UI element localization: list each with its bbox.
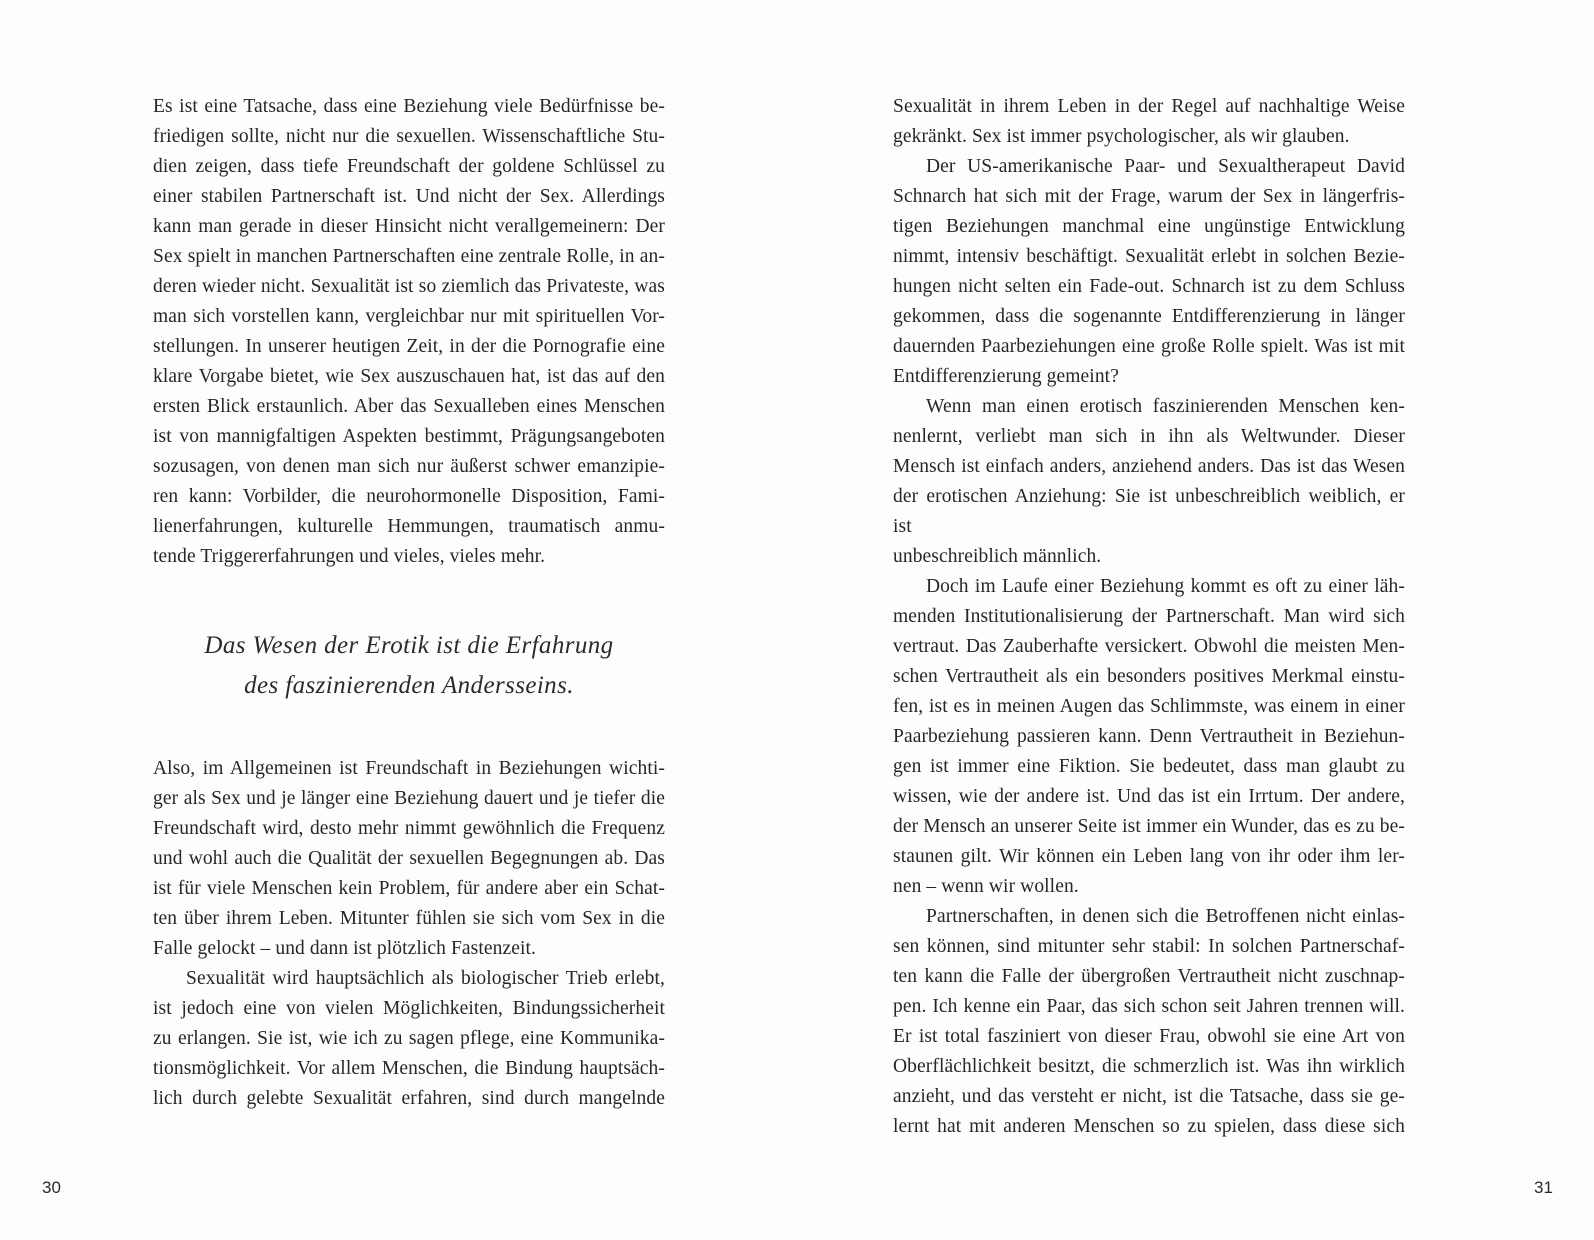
- page-number-left: 30: [42, 1178, 61, 1197]
- pull-quote: [153, 626, 665, 706]
- text-line: fen, ist es in meinen Augen das Schlimmste, was einem in einer: [893, 696, 1405, 717]
- text-line: schen Vertrautheit als ein besonders positives Merkmal einstu-: [893, 666, 1405, 687]
- text-line: Partnerschaften, in denen sich die Betroffenen nicht einlas-: [926, 906, 1405, 927]
- text-line: Doch im Laufe einer Beziehung kommt es oft zu einer läh-: [926, 576, 1405, 597]
- left-text-column: [153, 92, 665, 1114]
- paragraph: [893, 92, 1405, 152]
- text-line: Der US-amerikanische Paar- und Sexualtherapeut David: [926, 156, 1405, 177]
- text-line: dien zeigen, dass tiefe Freundschaft der goldene Schlüssel zu: [153, 156, 665, 177]
- text-line: Falle gelockt – und dann ist plötzlich Fastenzeit.: [153, 938, 537, 959]
- text-line: ist jedoch eine von vielen Möglichkeiten, Bindungssicherheit: [153, 998, 665, 1019]
- text-line: lienerfahrungen, kulturelle Hemmungen, traumatisch anmu-: [153, 516, 665, 537]
- text-line: friedigen sollte, nicht nur die sexuellen. Wissenschaftliche Stu-: [153, 126, 665, 147]
- text-line: und wohl auch die Qualität der sexuellen Begegnungen ab. Das: [153, 848, 665, 869]
- text-line: Schnarch hat sich mit der Frage, warum der Sex in längerfris-: [893, 186, 1405, 207]
- paragraph: [153, 92, 665, 572]
- text-line: kann man gerade in dieser Hinsicht nicht verallgemeinern: Der: [153, 216, 665, 237]
- text-line: Paarbeziehung passieren kann. Denn Vertrautheit in Beziehun-: [893, 726, 1405, 747]
- text-line: dauernden Paarbeziehungen eine große Rolle spielt. Was ist mit: [893, 336, 1405, 357]
- text-line: ist von mannigfaltigen Aspekten bestimmt, Prägungsangeboten: [153, 426, 665, 447]
- text-line: ten über ihrem Leben. Mitunter fühlen sie sich vom Sex in die: [153, 908, 665, 929]
- text-line: Sex spielt in manchen Partnerschaften eine zentrale Rolle, in an-: [153, 246, 665, 267]
- text-line: stellungen. In unserer heutigen Zeit, in der die Pornografie eine: [153, 336, 665, 357]
- paragraph: [893, 392, 1405, 572]
- text-line: Mensch ist einfach anders, anziehend anders. Das ist das Wesen: [893, 456, 1405, 477]
- text-line: Sexualität in ihrem Leben in der Regel auf nachhaltige Weise: [893, 96, 1405, 117]
- text-line: Wenn man einen erotisch faszinierenden Menschen ken-: [926, 396, 1405, 417]
- text-line: einer stabilen Partnerschaft ist. Und nicht der Sex. Allerdings: [153, 186, 665, 207]
- text-line: ten kann die Falle der übergroßen Vertrautheit nicht zuschnap-: [893, 966, 1405, 987]
- text-line: sozusagen, von denen man sich nur äußerst schwer emanzipie-: [153, 456, 665, 477]
- text-line: unbeschreiblich männlich.: [893, 546, 1102, 567]
- text-line: gekommen, dass die sogenannte Entdifferenzierung in länger: [893, 306, 1405, 327]
- text-line: Oberflächlichkeit besitzt, die schmerzlich ist. Was ihn wirklich: [893, 1056, 1405, 1077]
- text-line: lernt hat mit anderen Menschen so zu spielen, dass diese sich: [893, 1116, 1405, 1137]
- text-line: wissen, wie der andere ist. Und das ist ein Irrtum. Der andere,: [893, 786, 1405, 807]
- text-line: Er ist total fasziniert von dieser Frau, obwohl sie eine Art von: [893, 1026, 1405, 1047]
- text-line: tigen Beziehungen manchmal eine ungünstige Entwicklung: [893, 216, 1405, 237]
- paragraph: [893, 902, 1405, 1142]
- text-line: vertraut. Das Zauberhafte versickert. Obwohl die meisten Men-: [893, 636, 1405, 657]
- text-line: nenlernt, verliebt man sich in ihn als Weltwunder. Dieser: [893, 426, 1405, 447]
- text-line: hungen nicht selten ein Fade-out. Schnarch ist zu dem Schluss: [893, 276, 1405, 297]
- text-line: Sexualität wird hauptsächlich als biologischer Trieb erlebt,: [186, 968, 665, 989]
- text-line: klare Vorgabe bietet, wie Sex auszuschauen hat, ist das auf den: [153, 366, 665, 387]
- paragraph: [893, 152, 1405, 392]
- text-line: deren wieder nicht. Sexualität ist so ziemlich das Privateste, was: [153, 276, 665, 297]
- text-line: ger als Sex und je länger eine Beziehung dauert und je tiefer die: [153, 788, 665, 809]
- text-line: man sich vorstellen kann, vergleichbar nur mit spirituellen Vor-: [153, 306, 665, 327]
- text-line: menden Institutionalisierung der Partnerschaft. Man wird sich: [893, 606, 1405, 627]
- text-line: Freundschaft wird, desto mehr nimmt gewöhnlich die Frequenz: [153, 818, 665, 839]
- right-text-column: [893, 92, 1405, 1142]
- text-line: sen können, sind mitunter sehr stabil: In solchen Partnerschaf-: [893, 936, 1405, 957]
- text-line: pen. Ich kenne ein Paar, das sich schon seit Jahren trennen will.: [893, 996, 1405, 1017]
- text-line: der Mensch an unserer Seite ist immer ein Wunder, das es zu be-: [893, 816, 1405, 837]
- text-line: staunen gilt. Wir können ein Leben lang von ihr oder ihm ler-: [893, 846, 1405, 867]
- paragraph: [153, 754, 665, 964]
- text-line: zu erlangen. Sie ist, wie ich zu sagen pflege, eine Kommunika-: [153, 1028, 665, 1049]
- text-line: Also, im Allgemeinen ist Freundschaft in Beziehungen wichti-: [153, 758, 665, 779]
- text-line: Das Wesen der Erotik ist die Erfahrung: [204, 632, 614, 659]
- text-line: lich durch gelebte Sexualität erfahren, sind durch mangelnde: [153, 1088, 665, 1109]
- text-line: gen ist immer eine Fiktion. Sie bedeutet, dass man glaubt zu: [893, 756, 1405, 777]
- text-line: der erotischen Anziehung: Sie ist unbeschreiblich weiblich, er ist: [893, 486, 1405, 537]
- text-line: gekränkt. Sex ist immer psychologischer, als wir glauben.: [893, 126, 1350, 147]
- paragraph: [893, 572, 1405, 902]
- text-line: Es ist eine Tatsache, dass eine Beziehung viele Bedürfnisse be-: [153, 96, 665, 117]
- text-line: ersten Blick erstaunlich. Aber das Sexualleben eines Menschen: [153, 396, 665, 417]
- text-line: ren kann: Vorbilder, die neurohormonelle Disposition, Fami-: [153, 486, 665, 507]
- text-line: des faszinierenden Andersseins.: [244, 672, 574, 699]
- paragraph: [153, 964, 665, 1114]
- text-line: tende Triggererfahrungen und vieles, vieles mehr.: [153, 546, 546, 567]
- page-number-right: 31: [1534, 1178, 1553, 1197]
- text-line: ist für viele Menschen kein Problem, für andere aber ein Schat-: [153, 878, 665, 899]
- text-line: nen – wenn wir wollen.: [893, 876, 1079, 897]
- text-line: tionsmöglichkeit. Vor allem Menschen, die Bindung hauptsäch-: [153, 1058, 665, 1079]
- text-line: nimmt, intensiv beschäftigt. Sexualität erlebt in solchen Bezie-: [893, 246, 1405, 267]
- page-right: [797, 0, 1594, 1240]
- text-line: Entdifferenzierung gemeint?: [893, 366, 1119, 387]
- text-line: anzieht, und das versteht er nicht, ist die Tatsache, dass sie ge-: [893, 1086, 1405, 1107]
